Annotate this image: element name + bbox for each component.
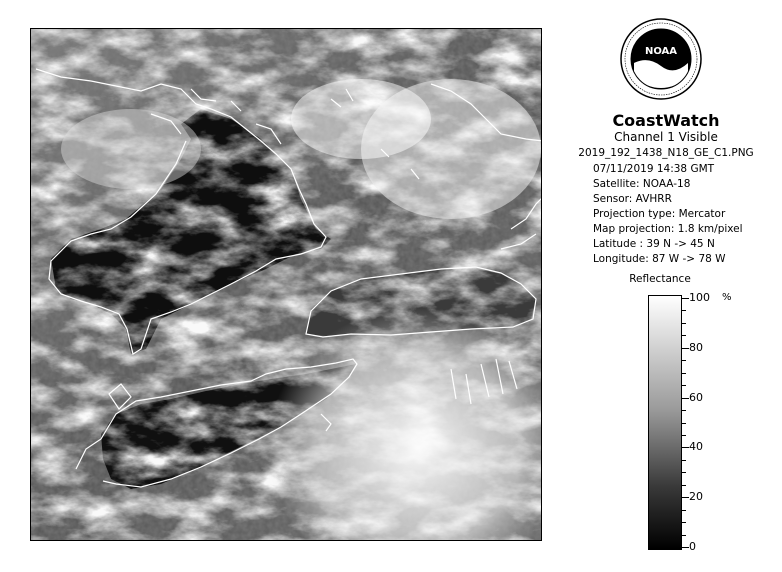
colorbar-tick-label: 20 xyxy=(689,490,703,504)
colorbar-minor-tick xyxy=(682,298,689,299)
colorbar-minor-tick xyxy=(682,460,686,461)
channel-label: Channel 1 Visible xyxy=(614,130,718,144)
filename-label: 2019_192_1438_N18_GE_C1.PNG xyxy=(578,147,754,159)
satellite-image xyxy=(30,28,542,541)
colorbar-unit: % xyxy=(722,292,732,303)
satellite-label: Satellite: NOAA-18 xyxy=(593,178,691,190)
colorbar-tick-label: 40 xyxy=(689,440,703,454)
colorbar-minor-tick xyxy=(682,423,686,424)
colorbar-minor-tick xyxy=(682,510,686,511)
colorbar-minor-tick xyxy=(682,410,686,411)
colorbar-minor-tick xyxy=(682,522,686,523)
colorbar-tick-label: 60 xyxy=(689,390,703,404)
colorbar-minor-tick xyxy=(682,385,686,386)
colorbar-tick-label: 80 xyxy=(689,340,703,354)
colorbar-minor-tick xyxy=(682,348,689,349)
longitude-label: Longitude: 87 W -> 78 W xyxy=(593,253,726,265)
colorbar-minor-tick xyxy=(682,310,686,311)
colorbar-tick-label: 0 xyxy=(689,540,696,553)
noaa-logo xyxy=(620,18,702,100)
colorbar-minor-tick xyxy=(682,497,689,498)
colorbar-minor-tick xyxy=(682,335,686,336)
latitude-label: Latitude : 39 N -> 45 N xyxy=(593,238,715,250)
colorbar-minor-tick xyxy=(682,472,686,473)
colorbar-minor-tick xyxy=(682,360,686,361)
noaa-logo-text: NOAA xyxy=(644,46,678,57)
colorbar-title: Reflectance xyxy=(629,273,691,285)
colorbar-minor-tick xyxy=(682,373,686,374)
map-projection-label: Map projection: 1.8 km/pixel xyxy=(593,223,743,235)
colorbar-minor-tick xyxy=(682,485,686,486)
projection-type-label: Projection type: Mercator xyxy=(593,208,726,220)
colorbar-tick-label: 100 xyxy=(689,291,710,304)
colorbar xyxy=(648,295,682,550)
brand-title: CoastWatch xyxy=(612,111,720,130)
colorbar-minor-tick xyxy=(682,435,686,436)
date-time-label: 07/11/2019 14:38 GMT xyxy=(593,163,715,175)
colorbar-minor-tick xyxy=(682,535,686,536)
colorbar-minor-tick xyxy=(682,398,689,399)
colorbar-minor-tick xyxy=(682,547,689,548)
colorbar-minor-tick xyxy=(682,447,689,448)
sensor-label: Sensor: AVHRR xyxy=(593,193,672,205)
colorbar-minor-tick xyxy=(682,323,686,324)
